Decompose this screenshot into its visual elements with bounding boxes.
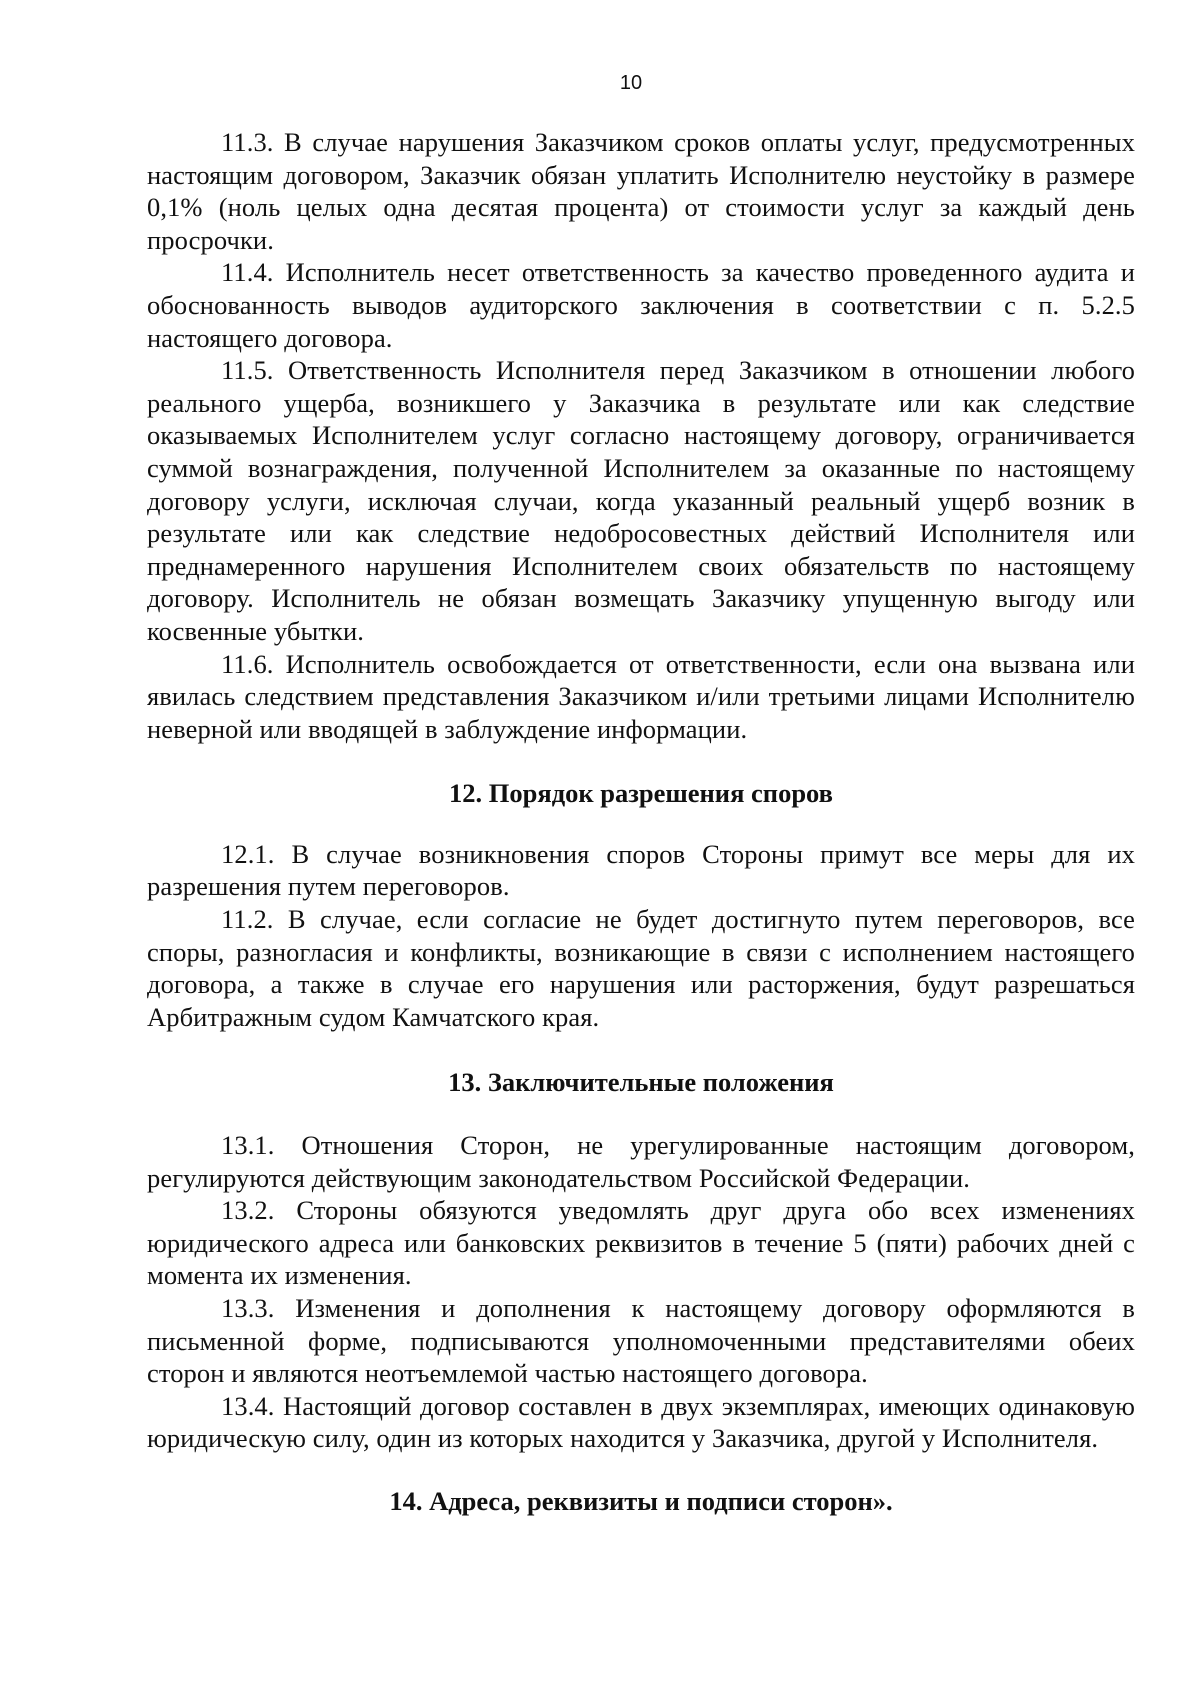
clause-11-4: 11.4. Исполнитель несет ответственность за качество проведенного аудита и обоснованность выводов аудиторского заключения в соответствии с п. 5.2.5 настоящего договора.: [147, 257, 1135, 353]
document-body: [147, 126, 1135, 1518]
clause-13-4: 13.4. Настоящий договор составлен в двух экземплярах, имеющих одинаковую юридическую силу, один из которых находится у Заказчика, другой у Исполнителя.: [147, 1390, 1135, 1454]
clause-13-3: 13.3. Изменения и дополнения к настоящему договору оформляются в письменной форме, подписываются уполномоченными представителями обеих сторон и являются неотъемлемой частью настоящего договора.: [147, 1293, 1135, 1389]
page-number: 10: [619, 72, 643, 94]
clause-13-1: 13.1. Отношения Сторон, не урегулированные настоящим договором, регулируются действующим законодательством Российской Федерации.: [147, 1130, 1135, 1193]
section-12-heading: 12. Порядок разрешения споров: [449, 778, 833, 809]
clause-12-1: 12.1. В случае возникновения споров Стороны примут все меры для их разрешения путем переговоров.: [147, 838, 1135, 902]
clause-13-2: 13.2. Стороны обязуются уведомлять друг друга обо всех изменениях юридического адреса или банковских реквизитов в течение 5 (пяти) рабочих дней с момента их изменения.: [147, 1195, 1135, 1291]
clause-11-2: 11.2. В случае, если согласие не будет достигнуто путем переговоров, все споры, разногласия и конфликты, возникающие в связи с исполнением настоящего договора, а также в случае его нарушения или расторжения, будут разрешаться Арбитражным судом Камчатского края.: [147, 904, 1135, 1032]
clause-11-6: 11.6. Исполнитель освобождается от ответственности, если она вызвана или явилась следствием представления Заказчиком и/или третьими лицами Исполнителю неверной или вводящей в заблуждение информации.: [147, 648, 1135, 744]
clause-11-3: 11.3. В случае нарушения Заказчиком сроков оплаты услуг, предусмотренных настоящим договором, Заказчик обязан уплатить Исполнителю неустойку в размере 0,1% (ноль целых одна десятая процента) от стоимости услуг за каждый день просрочки.: [147, 127, 1135, 255]
section-13-heading: 13. Заключительные положения: [448, 1067, 834, 1098]
section-14-heading: 14. Адреса, реквизиты и подписи сторон».: [389, 1485, 893, 1516]
clause-11-5: 11.5. Ответственность Исполнителя перед Заказчиком в отношении любого реального ущерба, возникшего у Заказчика в результате или как следствие оказываемых Исполнителем услуг согласно настоящему договору, ограничивается суммой вознаграждения, полученной Исполнителем за оказанные по настоящему договору услуги, исключая случаи, когда указанный реальный ущерб возник в результате или как следствие недобросовестных действий Исполнителя или преднамеренного нарушения Исполнителем своих обязательств по настоящему договору. Исполнитель не обязан возмещать Заказчику упущенную выгоду или косвенные убытки.: [147, 355, 1135, 646]
